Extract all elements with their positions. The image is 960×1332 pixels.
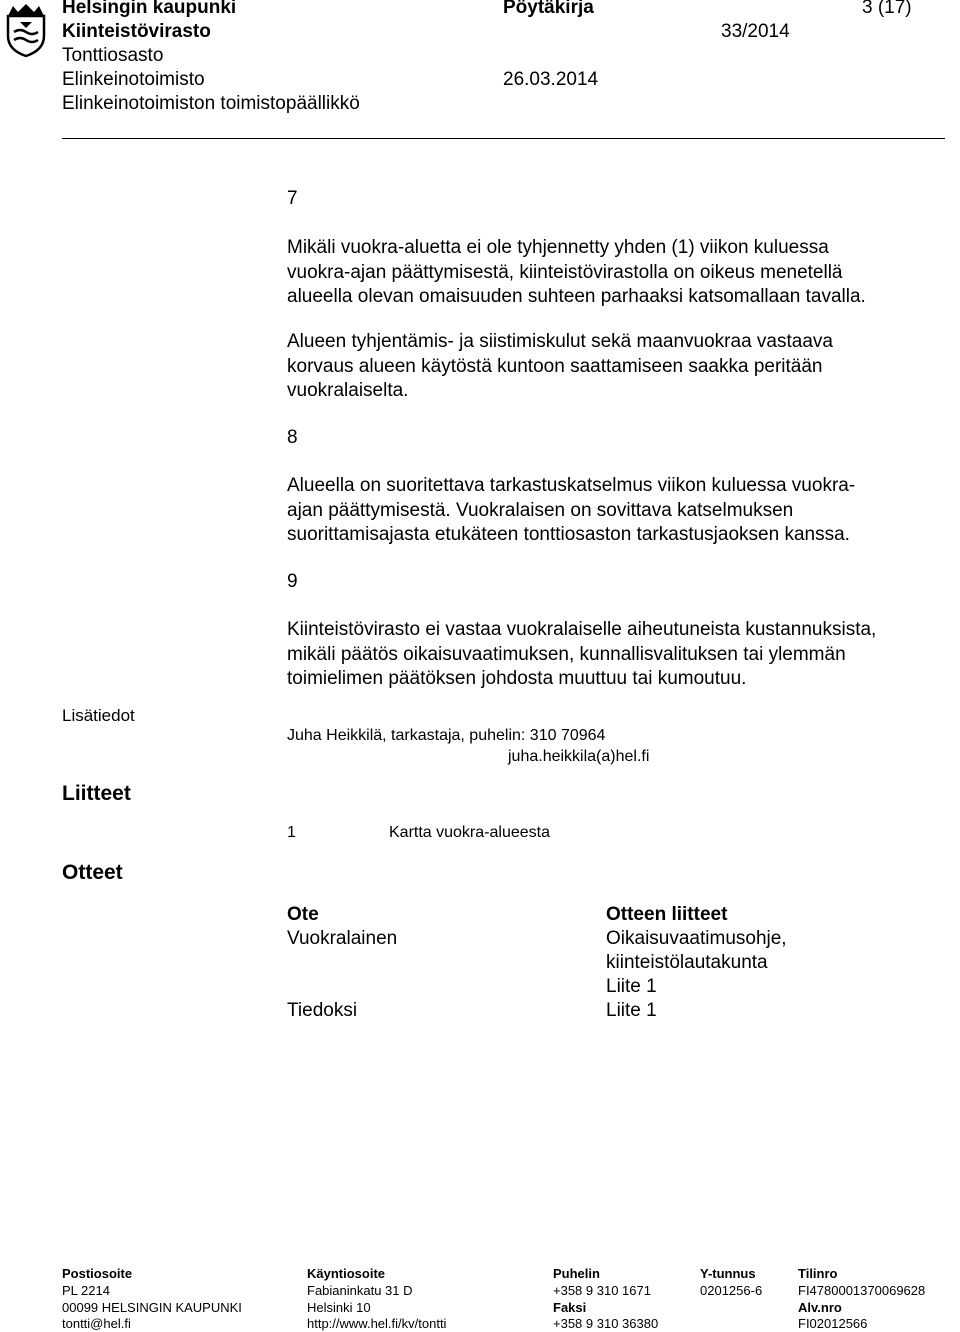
header-city: Helsingin kaupunki bbox=[62, 0, 237, 18]
footer-phone-number: +358 9 310 1671 bbox=[553, 1283, 651, 1298]
footer-website-link[interactable]: http://www.hel.fi/kv/tontti bbox=[307, 1316, 447, 1331]
footer-kayntiosoite-header: Käyntiosoite bbox=[307, 1266, 386, 1281]
section-9-paragraph-1 bbox=[287, 618, 947, 692]
helsinki-coat-of-arms-logo bbox=[4, 2, 48, 58]
header-divider bbox=[62, 138, 945, 139]
ote-attachment-line: Liite 1 bbox=[606, 976, 657, 997]
text-line: alueella olevan omaisuuden suhteen parhaaksi katsomallaan tavalla. bbox=[287, 286, 866, 307]
section-7-paragraph-2 bbox=[287, 330, 947, 404]
header-doc-type: Pöytäkirja bbox=[503, 0, 594, 18]
attachment-name: Kartta vuokra-alueesta bbox=[389, 824, 550, 841]
attachment-number: 1 bbox=[287, 824, 296, 841]
footer-fax-number: +358 9 310 36380 bbox=[553, 1316, 659, 1331]
footer-puhelin-header: Puhelin bbox=[553, 1266, 600, 1281]
text-line: ajan päättymisestä. Vuokralaisen on sovittava katselmuksen bbox=[287, 499, 794, 521]
header-office: Kiinteistövirasto bbox=[62, 21, 211, 42]
footer-postiosoite-line: PL 2214 bbox=[62, 1283, 110, 1298]
text-line: Kiinteistövirasto ei vastaa vuokralaiselle aiheutuneista kustannuksista, bbox=[287, 619, 877, 640]
section-number-8: 8 bbox=[287, 427, 298, 448]
section-number-7: 7 bbox=[287, 188, 298, 209]
footer-alvnro-value: FI02012566 bbox=[798, 1316, 868, 1331]
contact-person: Juha Heikkilä, tarkastaja, puhelin: 310 70964 bbox=[287, 727, 606, 744]
footer-tilinro-value: FI4780001370069628 bbox=[798, 1283, 926, 1298]
text-line: suorittamisajasta etukäteen tonttiosaston tarkastusjaoksen kanssa. bbox=[287, 524, 850, 545]
header-page-number: 3 (17) bbox=[862, 0, 912, 18]
header-unit-tonttiosasto: Tonttiosasto bbox=[62, 45, 164, 66]
footer-postiosoite-line: 00099 HELSINGIN KAUPUNKI bbox=[62, 1300, 242, 1315]
footer-email-link[interactable]: tontti@hel.fi bbox=[62, 1316, 131, 1331]
text-line: korvaus alueen käytöstä kuntoon saattamiseen saakka peritään bbox=[287, 355, 823, 377]
footer-kayntiosoite-line: Helsinki 10 bbox=[307, 1300, 371, 1315]
footer-faksi-header: Faksi bbox=[553, 1300, 587, 1315]
ote-header: Ote bbox=[287, 904, 319, 925]
otteen-liitteet-header: Otteen liitteet bbox=[606, 904, 728, 925]
text-line: Alueen tyhjentämis- ja siistimiskulut sekä maanvuokraa vastaava bbox=[287, 331, 833, 352]
section-number-9: 9 bbox=[287, 571, 298, 592]
ote-attachment-line: Oikaisuvaatimusohje, bbox=[606, 928, 787, 949]
ote-recipient-tiedoksi: Tiedoksi bbox=[287, 1000, 358, 1021]
section-7-paragraph-1 bbox=[287, 236, 947, 310]
contact-email: juha.heikkila(a)hel.fi bbox=[508, 748, 650, 765]
ote-recipient-vuokralainen: Vuokralainen bbox=[287, 928, 398, 949]
text-line: Mikäli vuokra-aluetta ei ole tyhjennetty yhden (1) viikon kuluessa bbox=[287, 237, 829, 258]
footer-kayntiosoite-line: Fabianinkatu 31 D bbox=[307, 1283, 413, 1298]
text-line: toimielimen päätöksen johdosta muuttuu tai kumoutuu. bbox=[287, 668, 747, 689]
header-unit-elinkeinotoimisto: Elinkeinotoimisto bbox=[62, 69, 205, 90]
liitteet-label: Liitteet bbox=[62, 782, 131, 805]
text-line: vuokralaiselta. bbox=[287, 380, 409, 401]
footer-ytunnus-header: Y-tunnus bbox=[700, 1266, 756, 1281]
header-date: 26.03.2014 bbox=[503, 69, 599, 90]
footer-ytunnus-value: 0201256-6 bbox=[700, 1283, 763, 1298]
ote-attachment-line: Liite 1 bbox=[606, 1000, 657, 1021]
footer-postiosoite-header: Postiosoite bbox=[62, 1266, 133, 1281]
text-line: Alueella on suoritettava tarkastuskatselmus viikon kuluessa vuokra- bbox=[287, 475, 856, 496]
lisatiedot-label: Lisätiedot bbox=[62, 706, 135, 725]
header-decision-maker: Elinkeinotoimiston toimistopäällikkö bbox=[62, 93, 360, 114]
footer-tilinro-header: Tilinro bbox=[798, 1266, 838, 1281]
footer-alvnro-header: Alv.nro bbox=[798, 1300, 842, 1315]
ote-attachment-line: kiinteistölautakunta bbox=[606, 952, 768, 973]
otteet-label: Otteet bbox=[62, 861, 123, 884]
text-line: mikäli päätös oikaisuvaatimuksen, kunnallisvalituksen tai ylemmän bbox=[287, 643, 846, 665]
text-line: vuokra-ajan päättymisestä, kiinteistövirastolla on oikeus menetellä bbox=[287, 261, 843, 283]
header-doc-number: 33/2014 bbox=[721, 21, 790, 42]
section-8-paragraph-1 bbox=[287, 474, 947, 548]
